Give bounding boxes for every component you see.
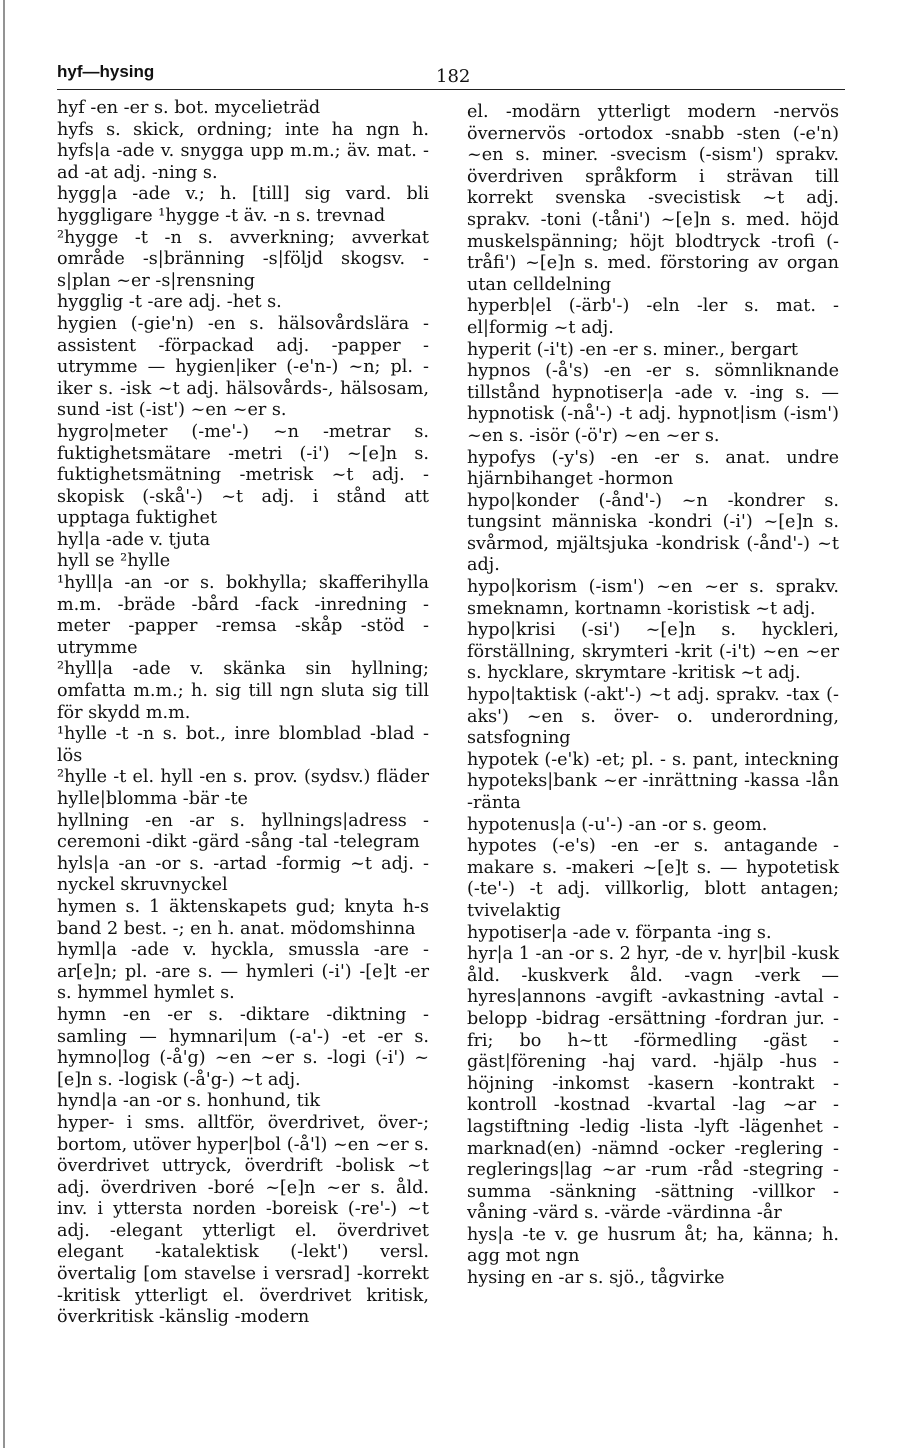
right-column	[467, 102, 839, 1290]
entry: hypotenus|a (-u'-) -an -or s. geom.	[467, 814, 768, 835]
entry: hymn -en -er s. -diktare -diktning -samling — hymnari|um (-a'-) -et -er s. hymno|log (-å'g) ~en ~er s. -logi (-i') ~[e]n s. -logisk (-å'g-) ~t adj.	[57, 1004, 429, 1090]
entry: hygro|meter (-me'-) ~n -metrar s. fuktighetsmätare -metri (-i') ~[e]n s. fuktighetsmätning -metrisk ~t adj. -skopisk (-skå'-) ~t adj. i stånd att upptaga fuktighet	[57, 421, 429, 529]
entry: hypotiser|a -ade v. förpanta -ing s.	[467, 922, 772, 943]
entry: hyper- i sms. alltför, överdrivet, över-; bortom, utöver hyper|bol (-å'l) ~en ~er s. överdrivet uttryck, överdrift -bolisk ~t adj. överdriven -boré ~[e]n ~er s. åld. inv. i yttersta norden -boreisk (-re'-) ~t adj. -elegant ytterligt el. överdrivet elegant -katalektisk (-lekt') versl. övertalig [om stavelse i versrad] -korrekt -kritisk ytterligt el. överdrivet kritisk, överkritisk -känslig -modern	[57, 1112, 429, 1328]
page-number: 182	[436, 66, 471, 87]
entry: hypotek (-e'k) -et; pl. - s. pant, inteckning hypoteks|bank ~er -inrättning -kassa -lån -ränta	[467, 749, 839, 813]
entry: hys|a -te v. ge husrum åt; ha, känna; h. agg mot ngn	[467, 1224, 839, 1267]
entry: hypo|konder (-ånd'-) ~n -kondrer s. tungsint människa -kondri (-i') ~[e]n s. svårmod, mjältsjuka -kondrisk (-ånd'-) ~t adj.	[467, 490, 839, 576]
entry: hypo|korism (-ism') ~en ~er s. sprakv. smeknamn, kortnamn -koristisk ~t adj.	[467, 577, 839, 619]
entry: hygien (-gie'n) -en s. hälsovårdslära -assistent -förpackad adj. -papper -utrymme — hygien|iker (-e'n-) ~n; pl. -iker s. -isk ~t adj. hälsovårds-, hälsosam, sund -ist (-ist') ~en ~er s.	[57, 313, 429, 421]
entry: hypo|taktisk (-akt'-) ~t adj. sprakv. -tax (-aks') ~en s. över- o. underordning, satsfogning	[467, 685, 839, 749]
entry: hynd|a -an -or s. honhund, tik	[57, 1091, 321, 1112]
entry: hyr|a 1 -an -or s. 2 hyr, -de v. hyr|bil -kusk åld. -kuskverk åld. -vagn -verk — hyres|annons -avgift -avkastning -avtal -belopp -bidrag -ersättning -fordran jur. -fri; bo h~tt -förmedling -gäst -gäst|förening -haj vard. -hjälp -hus -höjning -inkomst -kasern -kontrakt -kontroll -kostnad -kvartal -lag ~ar -lagstiftning -ledig -lista -lyft -lägenhet -marknad(en) -nämnd -ocker -reglering -reglerings|lag ~ar -rum -råd -stegring -summa -sänkning -sättning -villkor -våning -värd s. -värde -värdinna -år	[467, 944, 839, 1224]
entry: hysing en -ar s. sjö., tågvirke	[467, 1268, 725, 1289]
header-rule	[57, 89, 845, 90]
entry: hypofys (-y's) -en -er s. anat. undre hjärnbihanget -hormon	[467, 447, 839, 490]
entry: ²hylle -t el. hyll -en s. prov. (sydsv.) fläder hylle|blomma -bär -te	[57, 767, 429, 809]
entry: ²hygge -t -n s. avverkning; avverkat område -s|bränning -s|följd skogsv. -s|plan ~er -s|rensning	[57, 227, 429, 291]
entry: hyls|a -an -or s. -artad -formig ~t adj. -nyckel skruvnyckel	[57, 853, 429, 896]
running-head: hyf—hysing	[57, 62, 155, 81]
entry: ²hyll|a -ade v. skänka sin hyllning; omfatta m.m.; h. sig till ngn sluta sig till för skydd m.m.	[57, 659, 429, 723]
left-column	[57, 98, 429, 1329]
entry: hypotes (-e's) -en -er s. antagande -makare s. -makeri ~[e]t s. — hypotetisk (-te'-) -t adj. villkorlig, blott antagen; tvivelaktig	[467, 836, 839, 921]
entry: ¹hylle -t -n s. bot., inre blomblad -blad -lös	[57, 724, 429, 766]
entry: hypo|krisi (-si') ~[e]n s. hyckleri, förställning, skrymteri -krit (-i't) ~en ~er s. hycklare, skrymtare -kritisk ~t adj.	[467, 620, 839, 684]
entry: el. -modärn ytterligt modern -nervös övernervös -ortodox -snabb -sten (-e'n) ~en s. miner. -svecism (-sism') sprakv. överdriven språkform i strävan till korrekt svenska -svecistisk ~t adj. sprakv. -toni (-tåni') ~[e]n s. med. höjd muskelspänning; höjt blodtryck -trofi (-tråfi') ~[e]n s. med. förstoring av organ utan celldelning	[467, 102, 839, 295]
entry: hyf -en -er s. bot. mycelieträd	[57, 98, 321, 118]
entry: hyllning -en -ar s. hyllnings|adress -ceremoni -dikt -gärd -sång -tal -telegram	[57, 810, 429, 853]
entry: hyll se ²hylle	[57, 551, 171, 572]
entry: hyml|a -ade v. hyckla, smussla -are -ar[e]n; pl. -are s. — hymleri (-i') -[e]t -er s. hymmel hymlet s.	[57, 940, 429, 1004]
entry: hymen s. 1 äktenskapets gud; knyta h-s band 2 best. -; en h. anat. mödomshinna	[57, 896, 429, 939]
entry: hypnos (-å's) -en -er s. sömnliknande tillstånd hypnotiser|a -ade v. -ing s. — hypnotisk (-nå'-) -t adj. hypnot|ism (-ism') ~en s. -isör (-ö'r) ~en ~er s.	[467, 361, 839, 446]
entry: hyl|a -ade v. tjuta	[57, 529, 211, 550]
entry: hygg|a -ade v.; h. [till] sig vard. bli hyggligare ¹hygge -t äv. -n s. trevnad	[57, 184, 429, 226]
scan-edge-line	[3, 0, 5, 1448]
entry: hyperb|el (-ärb'-) -eln -ler s. mat. -el|formig ~t adj.	[467, 296, 839, 338]
entry: hyperit (-i't) -en -er s. miner., bergart	[467, 339, 798, 360]
entry: ¹hyll|a -an -or s. bokhylla; skafferihylla m.m. -bräde -bård -fack -inredning -meter -papper -remsa -skåp -stöd -utrymme	[57, 573, 429, 658]
entry: hygglig -t -are adj. -het s.	[57, 292, 282, 313]
entry: hyfs s. skick, ordning; inte ha ngn h. hyfs|a -ade v. snygga upp m.m.; äv. mat. -ad -at adj. -ning s.	[57, 119, 429, 183]
